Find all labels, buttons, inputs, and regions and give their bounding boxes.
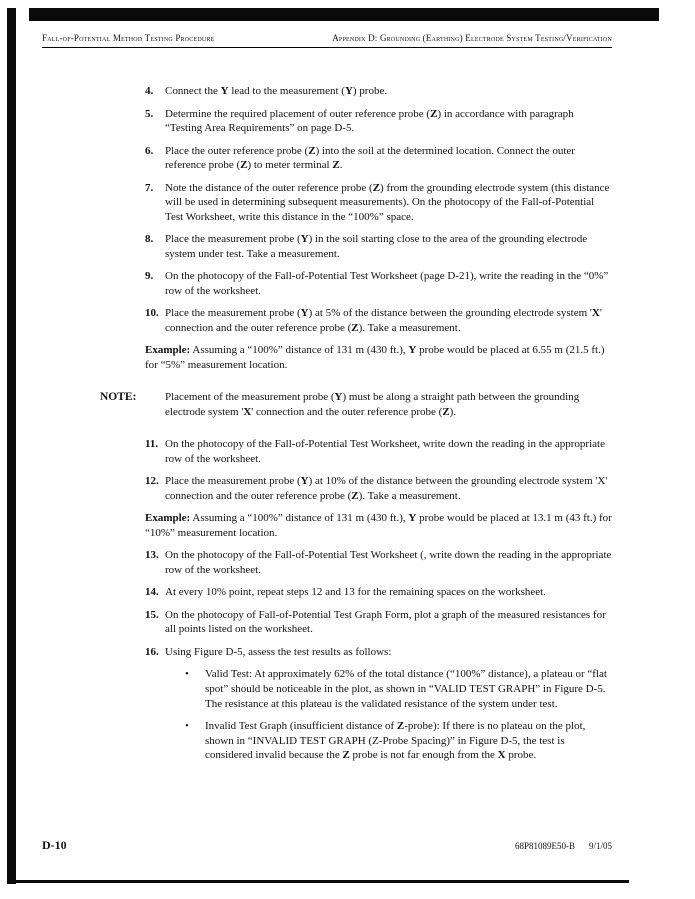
doc-info [515, 841, 612, 851]
example-paragraph: Example: Assuming a “100%” distance of 131 m (430 ft.), Y probe would be placed at 6.55 m (21.5 ft.) for “5%” measurement location. [145, 344, 605, 371]
page-header [42, 33, 612, 43]
step-number: 6. [145, 144, 154, 157]
step-item [145, 608, 612, 637]
note-text: Placement of the measurement probe (Y) must be along a straight path between the grounding electrode system 'X' connection and the outer reference probe (Z). [165, 391, 580, 418]
procedure-steps [100, 84, 612, 771]
bullet-icon: • [185, 668, 189, 681]
page-footer [42, 838, 612, 853]
step-number: 16. [145, 645, 159, 658]
step-text: On the photocopy of Fall-of-Potential Test Graph Form, plot a graph of the measured resistances for all points listed on the worksheet. [165, 608, 606, 636]
scan-edge-top [29, 8, 659, 21]
step-item [145, 107, 612, 136]
step-number: 13. [145, 549, 159, 562]
step-text: Connect the Y lead to the measurement (Y) probe. [165, 85, 388, 97]
step-item [145, 84, 612, 99]
step-number: 5. [145, 107, 154, 120]
doc-date: 9/1/05 [588, 841, 612, 851]
step-text: Note the distance of the outer reference probe (Z) from the grounding electrode system (this distance will be used in determining subsequent measurements). On the photocopy of the Fall-of-Potential Test Worksheet, write this distance in the “100%” space. [165, 181, 610, 223]
bullet-item [185, 667, 612, 711]
bullet-item [185, 719, 612, 763]
step-number: 12. [145, 475, 159, 488]
step-number: 10. [145, 307, 159, 320]
scan-edge-bottom [7, 880, 629, 883]
page-number: D-10 [42, 838, 67, 852]
step-number: 4. [145, 85, 154, 97]
step-item [145, 548, 612, 577]
step-text: Determine the required placement of outer reference probe (Z) in accordance with paragraph “Testing Area Requirements” on page D-5. [165, 107, 574, 135]
note-label: NOTE: [100, 391, 137, 404]
step-item [145, 269, 612, 298]
bullet-text: Invalid Test Graph (insufficient distance of Z-probe): If there is no plateau on the plot, shown in “INVALID TEST GRAPH (Z-Probe Spacing)” in Figure D-5, the test is considered invalid because the Z probe is not far enough from the X probe. [205, 720, 586, 762]
step-item [145, 585, 612, 600]
step-item [145, 645, 612, 660]
doc-number: 68P81089E50-B [514, 841, 575, 851]
step-number: 15. [145, 608, 159, 621]
step-text: Place the measurement probe (Y) at 5% of the distance between the grounding electrode system 'X' connection and the outer reference probe (Z). Take a measurement. [165, 307, 602, 334]
step-item [145, 232, 612, 261]
step-text: On the photocopy of the Fall-of-Potential Test Worksheet, write down the reading in the appropriate row of the worksheet. [165, 438, 605, 465]
scan-edge-left [7, 8, 16, 884]
step-item [145, 144, 612, 173]
step-text: Place the measurement probe (Y) in the soil starting close to the area of the grounding electrode system under test. Take a measurement. [165, 233, 588, 260]
step-item [145, 437, 612, 466]
step-item [145, 306, 612, 335]
step-text: Place the measurement probe (Y) at 10% of the distance between the grounding electrode system 'X' connection and the outer reference probe (Z). Take a measurement. [165, 475, 608, 502]
step-text: At every 10% point, repeat steps 12 and 13 for the remaining spaces on the worksheet. [165, 586, 546, 599]
header-running-title: Fall-of-Potential Method Testing Procedure [42, 33, 215, 43]
example-paragraph: Example: Assuming a “100%” distance of 131 m (430 ft.), Y probe would be placed at 13.1 m (43 ft.) for “10%” measurement location. [145, 512, 612, 539]
step-number: 8. [145, 233, 154, 246]
header-appendix-title: Appendix D: Grounding (Earthing) Electrode System Testing/Verification [332, 33, 612, 43]
bullet-text: Valid Test: At approximately 62% of the total distance (“100%” distance), a plateau or “flat spot” should be noticeable in the plot, as shown in “VALID TEST GRAPH” in Figure D-5. The resistance at this plateau is the validated resistance of the system under test. [205, 668, 607, 710]
step-text: Place the outer reference probe (Z) into the soil at the determined location. Connect the outer reference probe (Z) to meter terminal Z. [165, 144, 575, 172]
step-text: On the photocopy of the Fall-of-Potential Test Worksheet (, write down the reading in the appropriate row of the worksheet. [165, 549, 612, 576]
step-number: 9. [145, 270, 154, 283]
step-item [145, 181, 612, 225]
step-number: 11. [145, 438, 159, 451]
step-item [145, 474, 612, 503]
header-rule [42, 47, 612, 48]
step-number: 14. [145, 586, 159, 599]
step-number: 7. [145, 181, 154, 194]
step-text: Using Figure D-5, assess the test results as follows: [165, 645, 392, 658]
step-text: On the photocopy of the Fall-of-Potential Test Worksheet (page D-21), write the reading in the “0%” row of the worksheet. [165, 270, 609, 297]
note-paragraph [100, 390, 612, 419]
bullet-icon: • [185, 720, 189, 733]
